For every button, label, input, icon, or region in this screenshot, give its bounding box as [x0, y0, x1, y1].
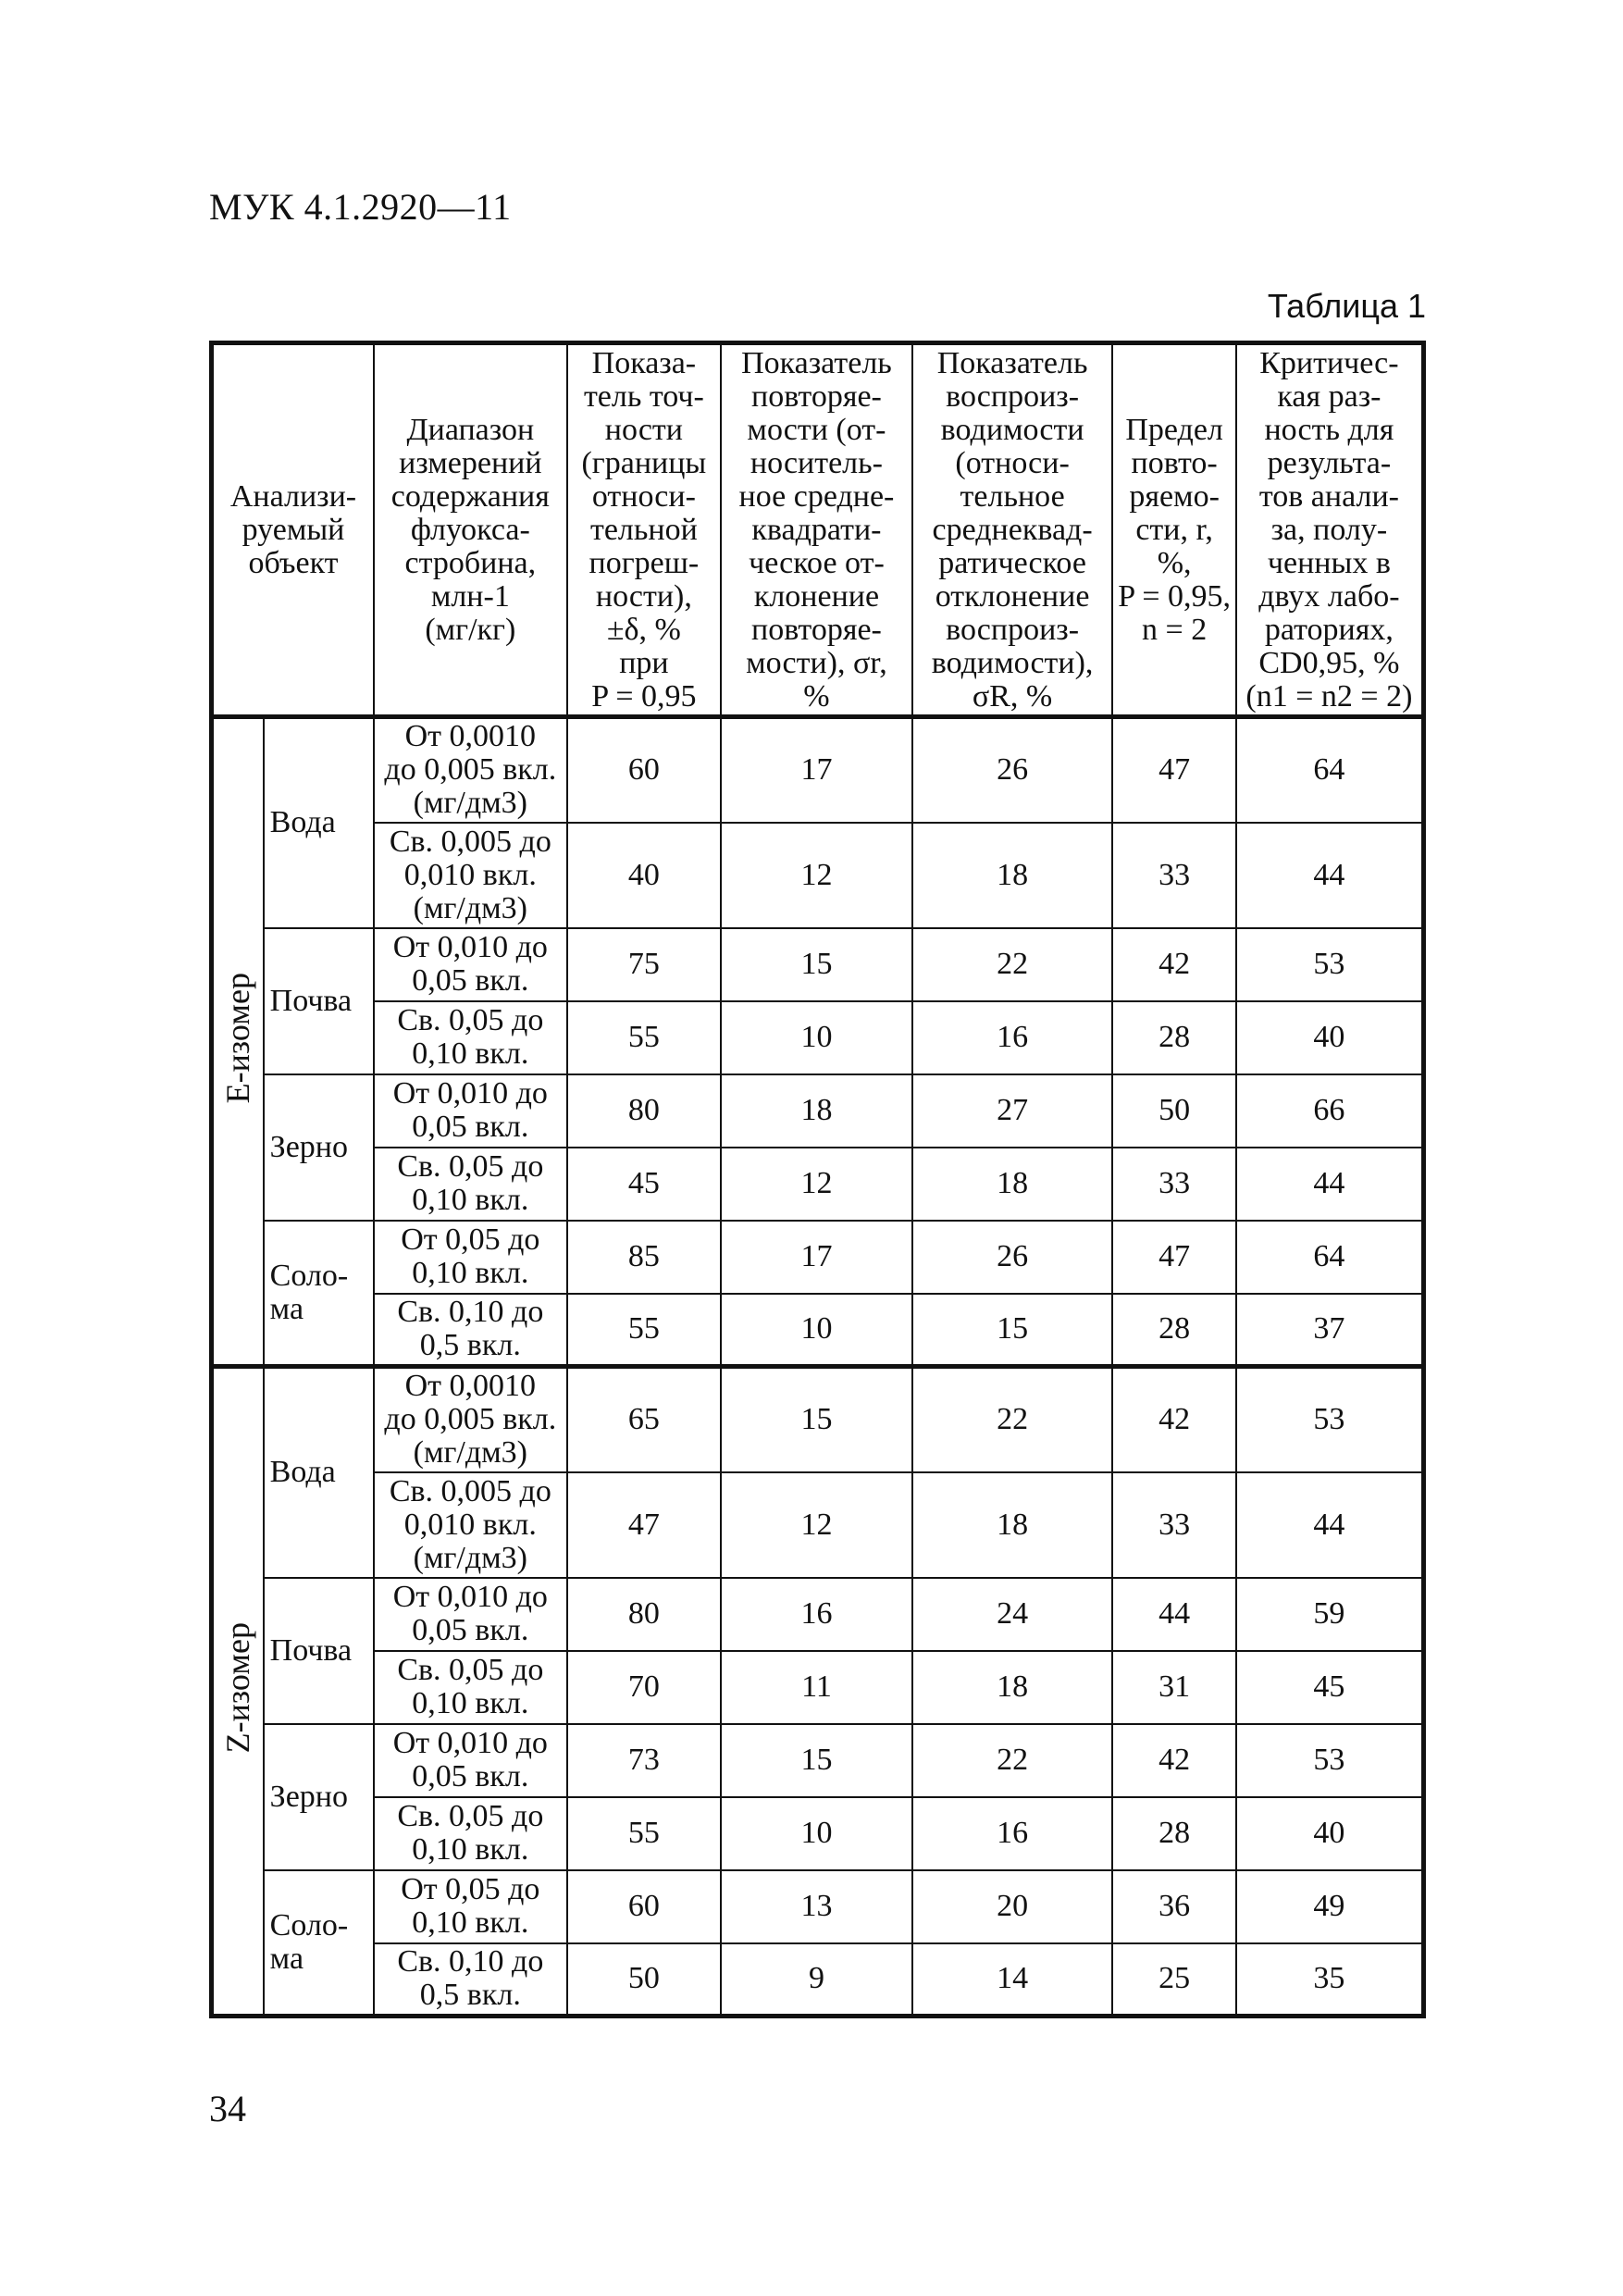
- reproducibility-value: 18: [912, 1651, 1113, 1724]
- range-cell: Св. 0,05 до 0,10 вкл.: [374, 1797, 567, 1870]
- header-accuracy: Показа- тель точ- ности (границы относи- тельной погреш- ности), ±δ, % при P = 0,95: [567, 343, 722, 717]
- repeat-limit-value: 36: [1112, 1870, 1235, 1943]
- object-cell: Зерно: [264, 1724, 374, 1870]
- repeatability-value: 16: [721, 1578, 912, 1651]
- accuracy-value: 50: [567, 1943, 722, 2017]
- range-cell: Св. 0,10 до 0,5 вкл.: [374, 1943, 567, 2017]
- object-cell: Вода: [264, 1367, 374, 1578]
- repeatability-value: 10: [721, 1294, 912, 1367]
- repeatability-value: 17: [721, 717, 912, 823]
- accuracy-value: 80: [567, 1074, 722, 1148]
- header-range: Диапазон измерений содержания флуокса- стробина, млн-1 (мг/кг): [374, 343, 567, 717]
- reproducibility-value: 16: [912, 1001, 1113, 1074]
- reproducibility-value: 15: [912, 1294, 1113, 1367]
- repeat-limit-value: 28: [1112, 1001, 1235, 1074]
- header-reproducibility: Показатель воспроиз- водимости (относи- тельное среднеквад- ратическое отклонение воспроиз- водимости), σR, %: [912, 343, 1113, 717]
- range-cell: От 0,010 до 0,05 вкл.: [374, 928, 567, 1001]
- repeat-limit-value: 28: [1112, 1294, 1235, 1367]
- reproducibility-value: 18: [912, 1148, 1113, 1221]
- repeat-limit-value: 42: [1112, 928, 1235, 1001]
- range-cell: От 0,0010 до 0,005 вкл. (мг/дм3): [374, 1367, 567, 1472]
- reproducibility-value: 26: [912, 1221, 1113, 1294]
- repeat-limit-value: 42: [1112, 1724, 1235, 1797]
- accuracy-value: 45: [567, 1148, 722, 1221]
- repeatability-value: 10: [721, 1797, 912, 1870]
- range-cell: От 0,05 до 0,10 вкл.: [374, 1870, 567, 1943]
- accuracy-value: 55: [567, 1797, 722, 1870]
- repeat-limit-value: 33: [1112, 1148, 1235, 1221]
- isomer-label: E-изомер: [219, 972, 257, 1104]
- critical-diff-value: 49: [1236, 1870, 1424, 1943]
- document-header: МУК 4.1.2920—11: [209, 186, 512, 228]
- critical-diff-value: 35: [1236, 1943, 1424, 2017]
- range-cell: От 0,010 до 0,05 вкл.: [374, 1724, 567, 1797]
- reproducibility-value: 22: [912, 1367, 1113, 1472]
- repeatability-value: 12: [721, 823, 912, 928]
- repeat-limit-value: 33: [1112, 1472, 1235, 1578]
- table-body: [212, 717, 1424, 2017]
- repeat-limit-value: 42: [1112, 1367, 1235, 1472]
- critical-diff-value: 40: [1236, 1797, 1424, 1870]
- isomer-label: Z-изомер: [219, 1621, 257, 1754]
- reproducibility-value: 24: [912, 1578, 1113, 1651]
- header-repeat-limit: Предел повто- ряемо- сти, r, %, P = 0,95, n = 2: [1112, 343, 1235, 717]
- critical-diff-value: 66: [1236, 1074, 1424, 1148]
- critical-diff-value: 53: [1236, 1724, 1424, 1797]
- range-cell: Св. 0,05 до 0,10 вкл.: [374, 1001, 567, 1074]
- reproducibility-value: 14: [912, 1943, 1113, 2017]
- repeat-limit-value: 50: [1112, 1074, 1235, 1148]
- object-cell: Вода: [264, 717, 374, 928]
- repeat-limit-value: 44: [1112, 1578, 1235, 1651]
- accuracy-value: 85: [567, 1221, 722, 1294]
- precision-table: [209, 341, 1426, 2018]
- range-cell: От 0,010 до 0,05 вкл.: [374, 1074, 567, 1148]
- critical-diff-value: 45: [1236, 1651, 1424, 1724]
- repeatability-value: 17: [721, 1221, 912, 1294]
- range-cell: Св. 0,005 до 0,010 вкл. (мг/дм3): [374, 823, 567, 928]
- repeatability-value: 13: [721, 1870, 912, 1943]
- reproducibility-value: 16: [912, 1797, 1113, 1870]
- critical-diff-value: 44: [1236, 1472, 1424, 1578]
- repeatability-value: 9: [721, 1943, 912, 2017]
- critical-diff-value: 64: [1236, 1221, 1424, 1294]
- object-cell: Почва: [264, 928, 374, 1074]
- accuracy-value: 47: [567, 1472, 722, 1578]
- reproducibility-value: 18: [912, 823, 1113, 928]
- range-cell: От 0,0010 до 0,005 вкл. (мг/дм3): [374, 717, 567, 823]
- reproducibility-value: 18: [912, 1472, 1113, 1578]
- repeatability-value: 10: [721, 1001, 912, 1074]
- repeatability-value: 12: [721, 1472, 912, 1578]
- page-number: 34: [209, 2088, 246, 2129]
- critical-diff-value: 40: [1236, 1001, 1424, 1074]
- isomer-label-cell: [212, 1367, 264, 2017]
- critical-diff-value: 53: [1236, 1367, 1424, 1472]
- critical-diff-value: 37: [1236, 1294, 1424, 1367]
- object-cell: Соло- ма: [264, 1870, 374, 2017]
- repeat-limit-value: 47: [1112, 717, 1235, 823]
- object-cell: Соло- ма: [264, 1221, 374, 1367]
- accuracy-value: 65: [567, 1367, 722, 1472]
- range-cell: От 0,010 до 0,05 вкл.: [374, 1578, 567, 1651]
- isomer-label-cell: [212, 717, 264, 1367]
- accuracy-value: 40: [567, 823, 722, 928]
- repeatability-value: 15: [721, 1724, 912, 1797]
- accuracy-value: 75: [567, 928, 722, 1001]
- critical-diff-value: 59: [1236, 1578, 1424, 1651]
- reproducibility-value: 26: [912, 717, 1113, 823]
- header-repeatability: Показатель повторяе- мости (от- носитель- ное средне- квадрати- ческое от- клонение повторяе- мости), σr, %: [721, 343, 912, 717]
- accuracy-value: 60: [567, 717, 722, 823]
- range-cell: Св. 0,10 до 0,5 вкл.: [374, 1294, 567, 1367]
- critical-diff-value: 44: [1236, 823, 1424, 928]
- header-object: Анализи- руемый объект: [212, 343, 375, 717]
- accuracy-value: 70: [567, 1651, 722, 1724]
- repeatability-value: 18: [721, 1074, 912, 1148]
- repeat-limit-value: 25: [1112, 1943, 1235, 2017]
- repeatability-value: 15: [721, 1367, 912, 1472]
- critical-diff-value: 64: [1236, 717, 1424, 823]
- reproducibility-value: 22: [912, 928, 1113, 1001]
- accuracy-value: 55: [567, 1294, 722, 1367]
- reproducibility-value: 20: [912, 1870, 1113, 1943]
- range-cell: Св. 0,05 до 0,10 вкл.: [374, 1651, 567, 1724]
- critical-diff-value: 44: [1236, 1148, 1424, 1221]
- repeatability-value: 12: [721, 1148, 912, 1221]
- accuracy-value: 80: [567, 1578, 722, 1651]
- range-cell: Св. 0,005 до 0,010 вкл. (мг/дм3): [374, 1472, 567, 1578]
- repeat-limit-value: 31: [1112, 1651, 1235, 1724]
- reproducibility-value: 22: [912, 1724, 1113, 1797]
- reproducibility-value: 27: [912, 1074, 1113, 1148]
- object-cell: Почва: [264, 1578, 374, 1724]
- range-cell: Св. 0,05 до 0,10 вкл.: [374, 1148, 567, 1221]
- repeat-limit-value: 33: [1112, 823, 1235, 928]
- header-critical-diff: Критичес- кая раз- ность для результа- тов анали- за, полу- ченных в двух лабо- раториях, CD0,95, % (n1 = n2 = 2): [1236, 343, 1424, 717]
- repeatability-value: 15: [721, 928, 912, 1001]
- table-caption: Таблица 1: [1267, 287, 1426, 325]
- object-cell: Зерно: [264, 1074, 374, 1221]
- repeatability-value: 11: [721, 1651, 912, 1724]
- accuracy-value: 60: [567, 1870, 722, 1943]
- repeat-limit-value: 47: [1112, 1221, 1235, 1294]
- accuracy-value: 73: [567, 1724, 722, 1797]
- range-cell: От 0,05 до 0,10 вкл.: [374, 1221, 567, 1294]
- accuracy-value: 55: [567, 1001, 722, 1074]
- repeat-limit-value: 28: [1112, 1797, 1235, 1870]
- critical-diff-value: 53: [1236, 928, 1424, 1001]
